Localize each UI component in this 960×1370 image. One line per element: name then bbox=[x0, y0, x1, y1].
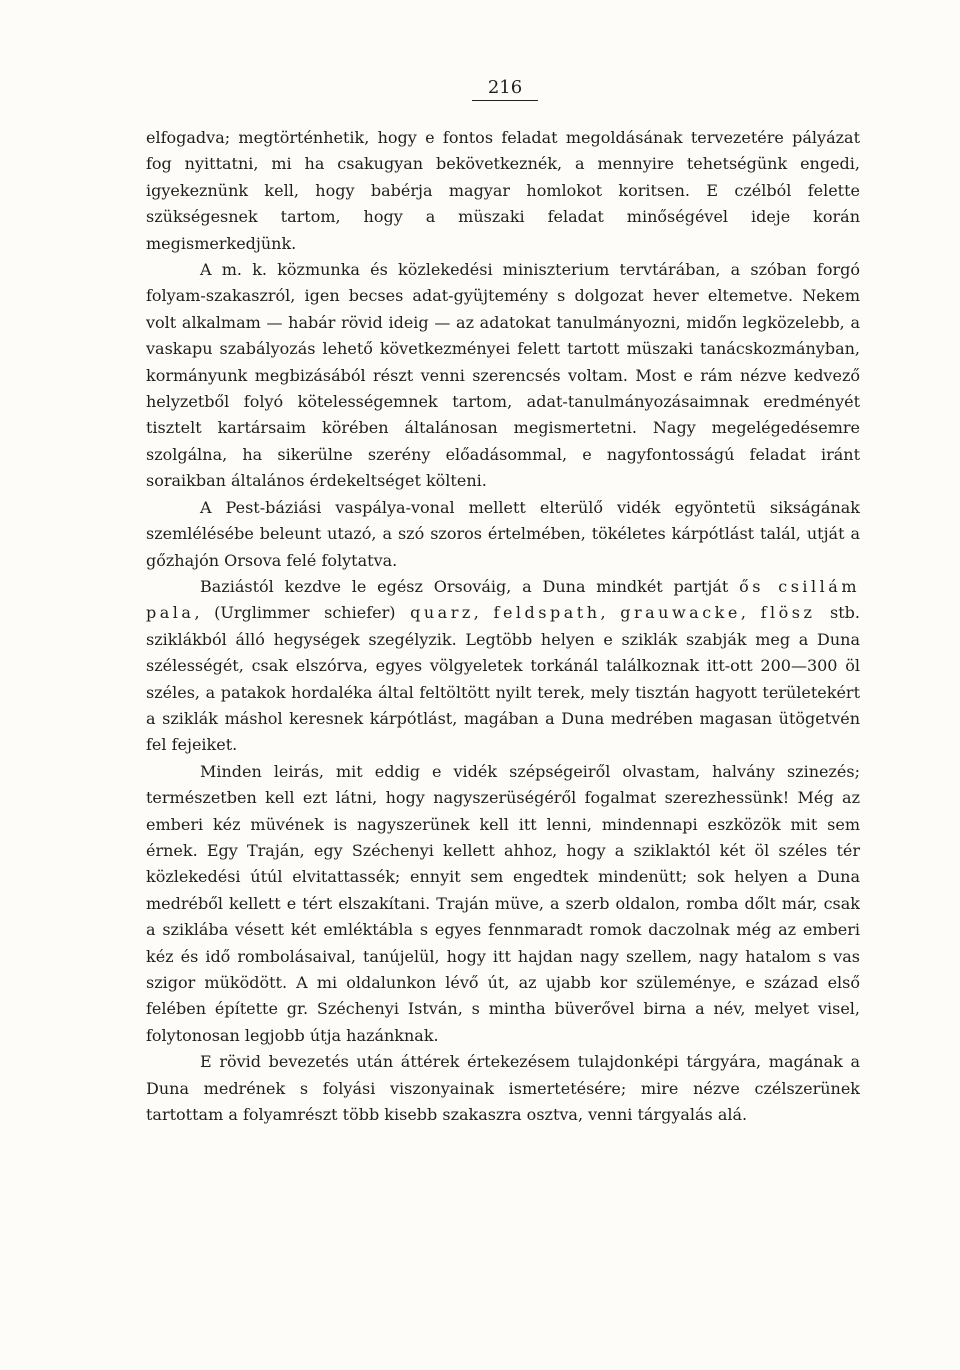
page-number: 216 bbox=[472, 78, 538, 101]
text-run: , (Urglimmer schiefer) bbox=[194, 603, 411, 623]
text-run: Baziástól kezdve le egész Orsováig, a Duna mindkét partját bbox=[200, 576, 740, 596]
text-run: A Pest-báziási vaspálya-vonal mellett elterülő vidék egyöntetü sikságának szemlélésébe beleunt utazó, a szó szoros értelmében, tökéletes kárpótlást talál, utját a gőzhajón Orsova felé folytatva. bbox=[146, 497, 860, 570]
paragraph bbox=[146, 1049, 860, 1128]
spaced-term: flösz bbox=[760, 603, 816, 623]
text-run: , bbox=[740, 603, 761, 623]
paragraph bbox=[146, 574, 860, 759]
paragraph bbox=[146, 125, 860, 257]
spaced-term: grauwacke bbox=[620, 603, 741, 623]
body-text bbox=[146, 125, 860, 1128]
paragraph bbox=[146, 495, 860, 574]
text-run: Minden leirás, mit eddig e vidék szépségeiről olvastam, halvány szinezés; természetben kell ezt látni, hogy nagyszerüségéről fogalmat szerezhessünk! Még az emberi kéz müvének is nagyszerünek kell itt lenni, mindennapi eszközök mit sem érnek. Egy Traján, egy Széchenyi kellett ahhoz, hogy a sziklaktól két öl széles tér közlekedési útúl elvitattassék; ennyit sem engedtek mindenütt; sok helyen a Duna medréből kellett e tért elszakítani. Traján müve, a szerb oldalon, romba dőlt már, csak a sziklába vésett két emléktábla s egyes fennmaradt romok daczolnak még az emberi kéz és idő rombolásaival, tanújelül, hogy itt hajdan nagy szellem, nagy hatalom s vas szigor müködött. A mi oldalunkon lévő út, az ujabb kor szüleménye, e század első felében építette gr. Széchenyi István, s mintha büverővel birna a név, melyet visel, folytonosan legjobb útja hazánknak. bbox=[146, 761, 860, 1045]
text-run: , bbox=[600, 603, 621, 623]
spaced-term: quarz bbox=[410, 603, 474, 623]
text-run: E rövid bevezetés után áttérek értekezésem tulajdonképi tárgyára, magának a Duna medrének s folyási viszonyainak ismertetésére; mire nézve czélszerünek tartottam a folyamrészt több kisebb szakaszra osztva, venni tárgyalás alá. bbox=[146, 1052, 860, 1125]
text-run: stb. sziklákból álló hegységek szegélyzik. Legtöbb helyen e sziklák szabják meg a Duna szélességét, csak elszórva, egyes völgyeletek torkánál találkoznak itt-ott 200—300 öl széles, a patakok hordaléka által feltöltött nyilt terek, mely tisztán hagyott területekért a sziklák máshol keresnek kárpótlást, magában a Duna medrében magasan ütögetvén fel fejeiket. bbox=[146, 603, 861, 755]
paragraph bbox=[146, 759, 860, 1049]
spaced-term: feldspath bbox=[493, 603, 601, 623]
text-run: elfogadva; megtörténhetik, hogy e fontos feladat megoldásának tervezetére pályázat fog nyittatni, mi ha csakugyan bekövetkeznék, a mennyire tehetségünk engedi, igyekeznünk kell, hogy babérja magyar homlokot koritsen. E czélból felette szükségesnek tartom, hogy a müszaki feladat minőségével ideje korán megismerkedjünk. bbox=[146, 128, 860, 253]
paragraph bbox=[146, 257, 860, 495]
text-run: , bbox=[473, 603, 494, 623]
text-run: A m. k. közmunka és közlekedési miniszterium tervtárában, a szóban forgó folyam-szakaszról, igen becses adat-gyüjtemény s dolgozat hever eltemetve. Nekem volt alkalmam — habár rövid ideig — az adatokat tanulmányozni, midőn legközelebb, a vaskapu szabályozás lehető következményei felett tartott müszaki tanácskozmányban, kormányunk megbizásából részt venni szerencsés voltam. Most e rám nézve kedvező helyzetből folyó kötelességemnek tartom, adat-tanulmányozásaimnak eredményét tisztelt kartársaim körében általánosan megismertetni. Nagy megelégedésemre szolgálna, ha sikerülne szerény előadásommal, e nagyfontosságú feladat iránt soraikban általános érdekeltséget költeni. bbox=[146, 260, 860, 491]
spaced-term: ős csillám pala bbox=[146, 576, 860, 623]
